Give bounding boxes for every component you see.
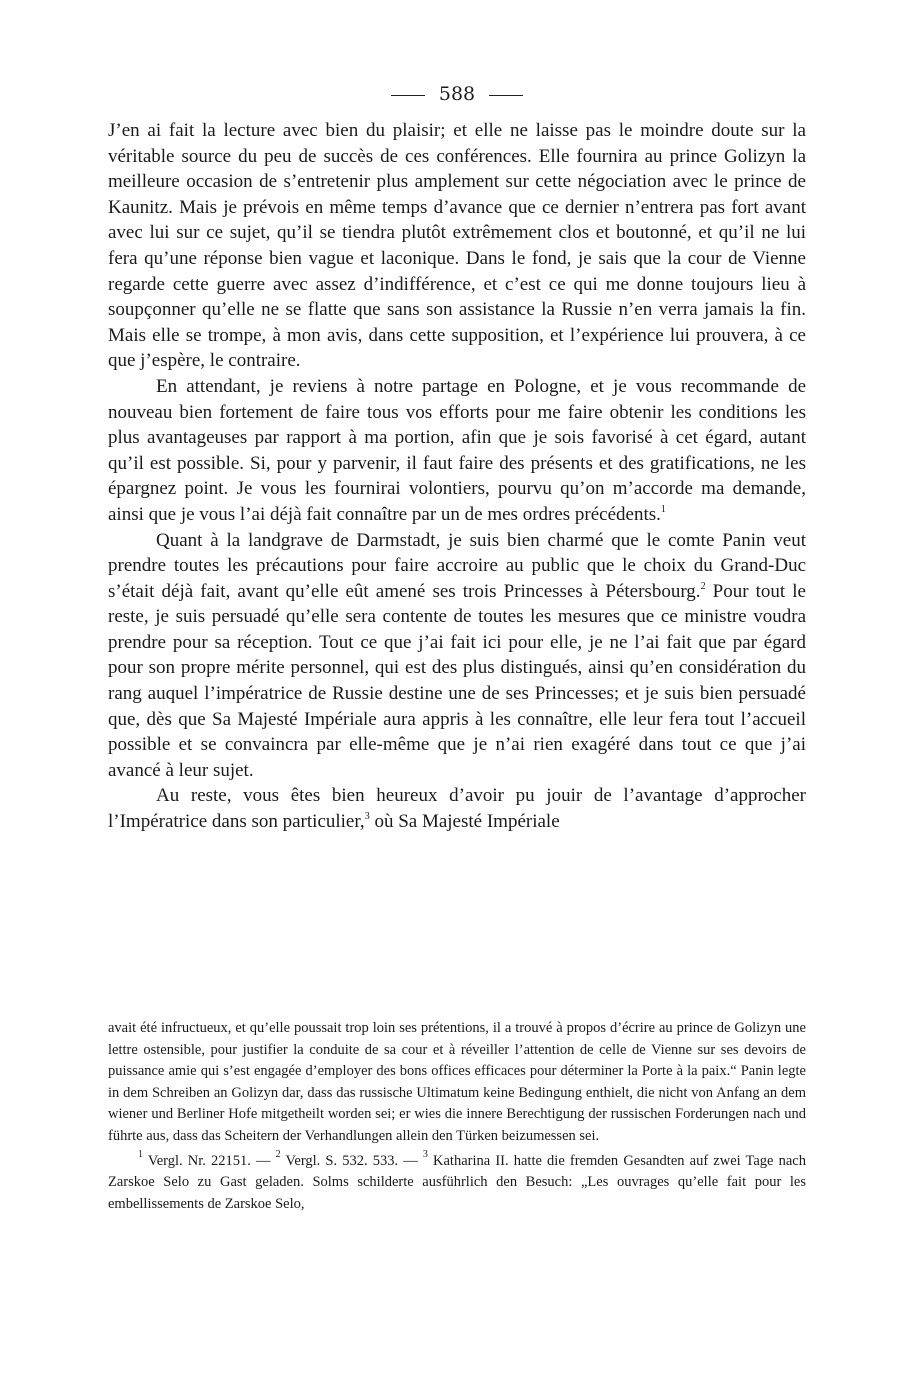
footnote-ref-1: 1 (660, 503, 666, 515)
paragraph-3 (108, 528, 806, 784)
paragraph-1: J’en ai fait la lecture avec bien du plaisir; et elle ne laisse pas le moindre doute sur la véritable source du peu de succès de ces conférences. Elle fournira au prince Golizyn la meilleure occasion de s’entretenir plus amplement sur cette négociation avec le prince de Kaunitz. Mais je prévois en même temps d’avance que ce dernier n’entrera pas fort avant avec lui sur ce sujet, qu’il se tiendra plutôt extrêmement clos et boutonné, et qu’il ne lui fera qu’une réponse bien vague et laconique. Dans le fond, je sais que la cour de Vienne regarde cette guerre avec assez d’indifférence, et c’est ce qui me donne toujours lieu à soupçonner qu’elle ne se flatte que sans son assistance la Russie n’en verra jamais la fin. Mais elle se trompe, à mon avis, dans cette supposition, et l’expérience lui prouvera, à ce que j’espère, le contraire. (108, 120, 806, 372)
header-dash-right (489, 95, 523, 96)
paragraph-4 (108, 783, 806, 834)
footnote-continuation: avait été infructueux, et qu’elle poussait trop loin ses prétentions, il a trouvé à propos d’écrire au prince de Golizyn une lettre ostensible, pour justifier la conduite de sa cour et à réveiller l’attention de celle de Vienne sur ses devoirs de puissance amie qui s’est engagée d’employer des bons offices efficaces pour déterminer la Porte à la paix.“ Panin legte in dem Schreiben an Golizyn dar, dass das russische Ultimatum keine Bedingung enthielt, die nicht von Anfang an dem wiener und Berliner Hofe mitgetheilt worden sei; er wies die innere Berechtigung der russischen Forderungen nach und führte aus, dass das Scheitern der Verhandlungen allein den Türken beizumessen sei. (108, 1020, 806, 1144)
body-text (108, 118, 806, 835)
footnote-mark-3: 3 (422, 1148, 428, 1160)
page-number: 588 (438, 83, 476, 105)
footnote-mark-1: 1 (138, 1148, 143, 1160)
footnote-2: Vergl. S. 532. 533. — (280, 1152, 423, 1169)
paragraph-4-text-a: Au reste, vous êtes bien heureux d’avoir pu jouir de l’avantage d’approcher l’Impératrice dans son particulier, (108, 785, 806, 833)
footnotes (108, 1018, 806, 1215)
page-header (108, 80, 806, 108)
footnote-1: Vergl. Nr. 22151. — (143, 1152, 276, 1169)
header-dash-left (391, 95, 425, 96)
paragraph-3-text-a: Quant à la landgrave de Darmstadt, je suis bien charmé que le comte Panin veut prendre toutes les précautions pour faire accroire au public que le choix du Grand-Duc s’était déjà fait, avant qu’elle eût amené ses trois Princesses à Pétersbourg. (108, 529, 806, 602)
footnote-ref-2: 2 (700, 580, 706, 592)
paragraph-2-text: En attendant, je reviens à notre partage en Pologne, et je vous recommande de nouveau bien fortement de faire tous vos efforts pour me faire obtenir les conditions les plus avantageuses par rapport à ma portion, afin que je sois favorisé à cet égard, autant qu’il est possible. Si, pour y parvenir, il faut faire des présents et des gratifications, ne les épargnez point. Je vous les fournirai volontiers, pourvu qu’on m’accorde ma demande, ainsi que je vous l’ai déjà fait connaître par un de mes ordres précédents. (108, 375, 806, 525)
page (108, 80, 806, 835)
footnotes-numbered (108, 1148, 806, 1216)
footnote-3: Katharina II. hatte die fremden Gesandten auf zwei Tage nach Zarskoe Selo zu Gast geladen. Solms schilderte ausführlich den Besuch: „Les ouvrages qu’elle fait pour les embellissements de Zarskoe Selo, (108, 1152, 806, 1212)
paragraph-2 (108, 374, 806, 528)
footnote-mark-2: 2 (275, 1148, 281, 1160)
paragraph-3-text-b: Pour tout le reste, je suis persuadé qu’elle sera contente de toutes les mesures que ce ministre voudra prendre pour sa réception. Tout ce que j’ai fait ici pour elle, je ne l’ai fait que par égard pour son propre mérite personnel, qui est des plus distingués, ainsi qu’en considération du rang auquel l’impératrice de Russie destine une de ses Princesses; et je suis bien persuadé que, dès que Sa Majesté Impériale aura appris à les connaître, elle leur fera tout l’accueil possible et se convaincra par elle-même que je n’ai rien exagéré dans tout ce que j’ai avancé à leur sujet. (108, 580, 806, 781)
paragraph-4-text-b: où Sa Majesté Impériale (369, 811, 560, 833)
footnote-ref-3: 3 (364, 811, 370, 823)
